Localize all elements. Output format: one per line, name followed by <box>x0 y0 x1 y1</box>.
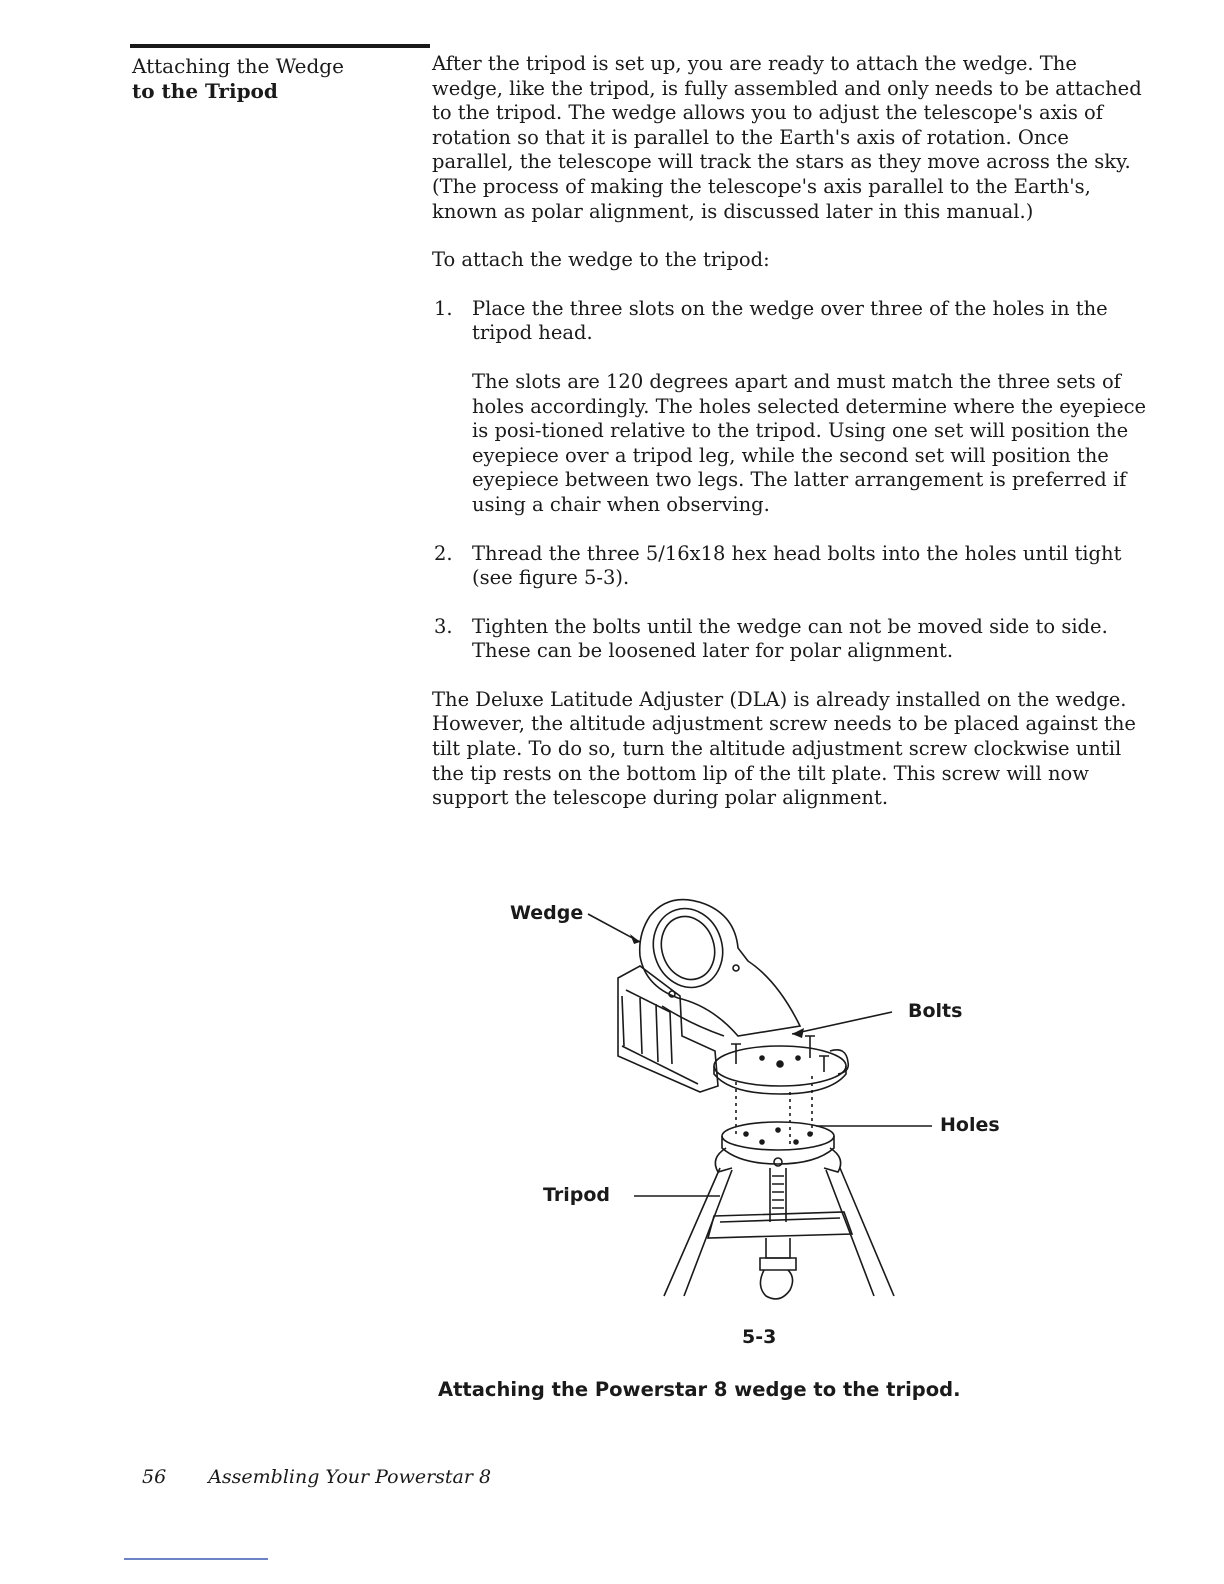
figure-label-bolts: Bolts <box>908 1000 963 1022</box>
wedge-tripod-figure <box>500 886 1020 1316</box>
page-number: 56 <box>142 1466 167 1488</box>
bottom-line <box>124 1558 268 1560</box>
step-text: Tighten the bolts until the wedge can not be moved side to side. These can be loosened later for polar alignment. <box>472 614 1108 663</box>
figure-caption: Attaching the Powerstar 8 wedge to the tripod. <box>438 1378 961 1401</box>
step-number: 3. <box>434 614 453 638</box>
side-heading-line-2: to the Tripod <box>132 79 278 103</box>
side-heading <box>132 54 412 104</box>
page-footer <box>142 1466 491 1488</box>
wedge-ring-icon <box>643 899 732 996</box>
step-text: Thread the three 5/16x18 hex head bolts into the holes until tight (see figure 5-3). <box>472 541 1122 590</box>
wedge-tripod-illustration <box>500 886 1020 1316</box>
list-item <box>432 542 1152 591</box>
tripod-leg <box>664 1168 732 1296</box>
figure-label-tripod: Tripod <box>543 1184 611 1206</box>
bolt-icon <box>819 1056 829 1072</box>
intro-paragraph: After the tripod is set up, you are ready to attach the wedge. The wedge, like the tripod, is fully assembled and only needs to be attached to the tripod. The wedge allows you to adjust the telescope's axis of rotation so that it is parallel to the Earth's axis of rotation. Once parallel, the telescope will track the stars as they move across the sky. (The process of making the telescope's axis parallel to the Earth's, known as polar alignment, is discussed later in this manual.) <box>432 52 1142 223</box>
lead-paragraph: To attach the wedge to the tripod: <box>432 248 770 272</box>
tripod-leg <box>826 1168 894 1296</box>
leader-bolts <box>792 1012 892 1034</box>
bolt-icon <box>731 1044 741 1064</box>
figure-label-holes: Holes <box>940 1114 1000 1136</box>
closing-paragraph: The Deluxe Latitude Adjuster (DLA) is already installed on the wedge. However, the altitude adjustment screw needs to be placed against the tilt plate. To do so, turn the altitude adjustment screw clockwise until the tip rests on the bottom lip of the tilt plate. This screw will now support the telescope during polar alignment. <box>432 687 1136 810</box>
figure-number: 5-3 <box>742 1326 777 1348</box>
accessory-tray <box>708 1212 852 1238</box>
step-subtext: The slots are 120 degrees apart and must match the three sets of holes accordingly. The holes selected determine where the eyepiece is posi-tioned relative to the tripod. Using one set will position the eyepiece over a tripod leg, while the second set will position the eyepiece between two legs. The latter arrangement is preferred if using a chair when observing. <box>472 369 1147 516</box>
steps-list <box>432 297 1152 664</box>
list-item <box>432 297 1152 518</box>
step-number: 1. <box>434 296 453 320</box>
list-item <box>432 615 1152 664</box>
side-heading-line-1: Attaching the Wedge <box>132 54 344 78</box>
heading-rule <box>130 44 430 48</box>
footer-title: Assembling Your Powerstar 8 <box>208 1466 492 1488</box>
figure-label-wedge: Wedge <box>510 902 584 924</box>
step-text: Place the three slots on the wedge over three of the holes in the tripod head. <box>472 296 1108 345</box>
body-text <box>432 52 1152 811</box>
step-number: 2. <box>434 541 453 565</box>
